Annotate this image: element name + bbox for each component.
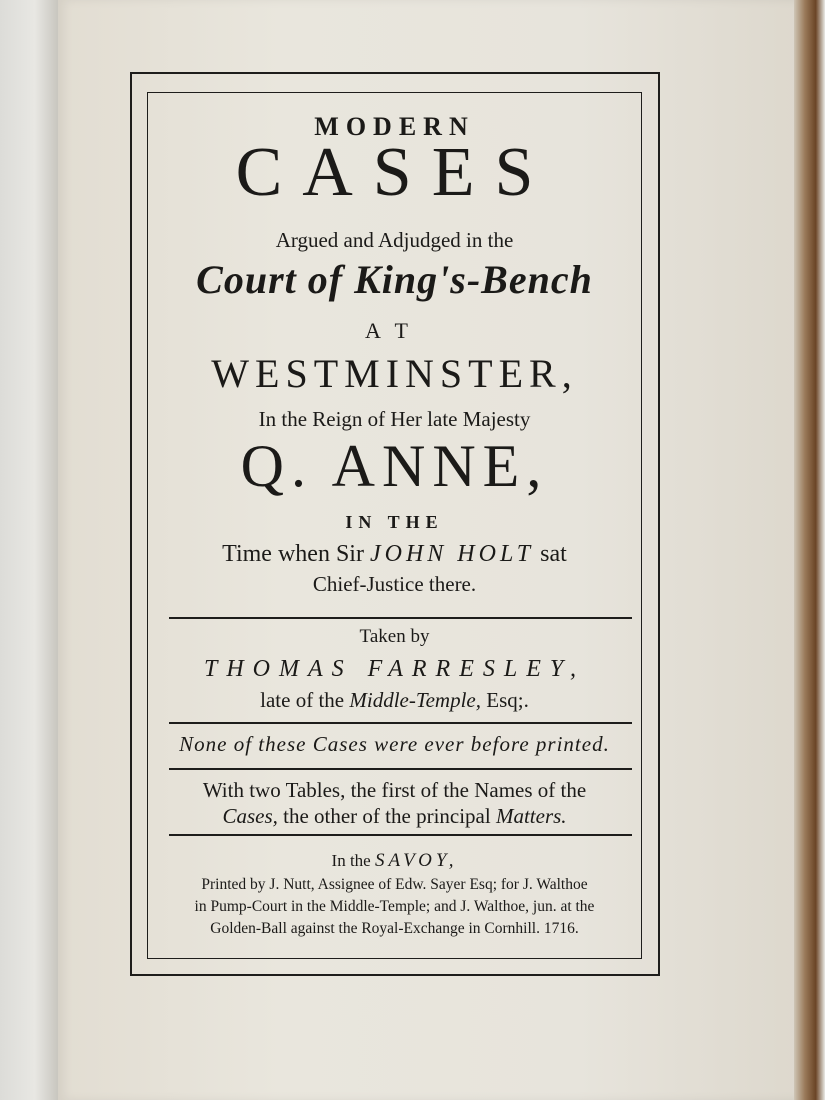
tables-line-2 [147, 804, 642, 829]
author-affiliation [147, 688, 642, 713]
book-edge-right [794, 0, 825, 1100]
author-name: THOMAS FARRESLEY, [203, 656, 586, 682]
book-spine-left [0, 0, 58, 1100]
tables-cases: Cases, [222, 804, 278, 828]
queen-anne: Q. ANNE, [240, 433, 549, 499]
heading-modern: MODERN [314, 112, 475, 141]
subtitle-argued: Argued and Adjudged in the [275, 228, 514, 252]
place-westminster: WESTMINSTER, [211, 351, 578, 396]
time-when-line [147, 541, 642, 568]
tables-mid: the other of the principal [283, 804, 491, 828]
middle-temple: Middle-Temple, [349, 688, 481, 712]
time-when-prefix: Time when Sir [222, 541, 364, 567]
none-printed-line: None of these Cases were ever before printed. [179, 732, 610, 756]
tables-line-1: With two Tables, the first of the Names of the [202, 778, 587, 802]
word-at: AT [365, 318, 424, 343]
john-holt: JOHN HOLT [369, 541, 535, 567]
savoy-prefix: In the [331, 851, 371, 870]
imprint-line-2: in Pump-Court in the Middle-Temple; and J. Walthoe, jun. at the [194, 898, 595, 915]
imprint-line-3: Golden-Ball against the Royal-Exchange in Cornhill. 1716. [210, 920, 579, 937]
divider-rule [169, 617, 632, 619]
taken-by: Taken by [359, 626, 430, 647]
reign-line: In the Reign of Her late Majesty [258, 407, 531, 431]
tables-matters: Matters. [495, 804, 567, 828]
heading-cases: CASES [235, 134, 554, 211]
in-the-line: IN THE [345, 512, 444, 532]
late-prefix: late of the [260, 688, 345, 712]
divider-rule [169, 722, 632, 724]
chief-justice-line: Chief-Justice there. [312, 572, 477, 596]
time-when-suffix: sat [540, 541, 567, 567]
esq: Esq;. [486, 688, 529, 712]
savoy: SAVOY, [374, 850, 458, 871]
divider-rule [169, 768, 632, 770]
imprint-line-1: Printed by J. Nutt, Assignee of Edw. Sayer Esq; for J. Walthoe [201, 876, 588, 893]
divider-rule [169, 834, 632, 836]
imprint-place [147, 850, 642, 872]
court-name: Court of King's-Bench [196, 257, 593, 302]
